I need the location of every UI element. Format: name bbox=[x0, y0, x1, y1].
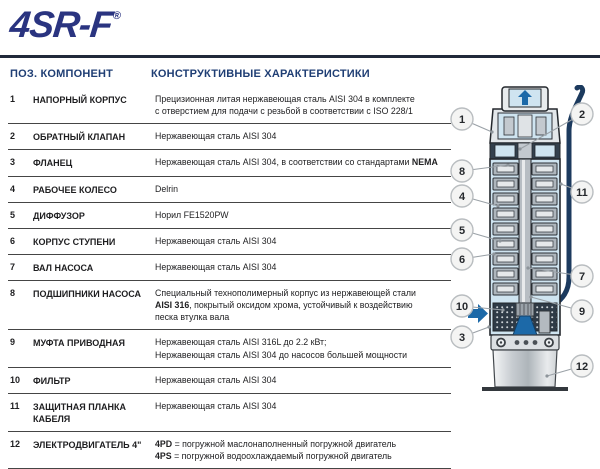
callout-number: 8 bbox=[458, 166, 466, 178]
table-row bbox=[8, 255, 451, 281]
suction-filter bbox=[493, 303, 557, 335]
table-row bbox=[8, 150, 451, 176]
table-row bbox=[8, 124, 451, 150]
table-row bbox=[8, 229, 451, 255]
component-characteristics: Нержавеющая сталь AISI 304 bbox=[155, 374, 277, 385]
callout-number: 1 bbox=[458, 114, 466, 126]
component-name: ПОДШИПНИКИ НАСОСА bbox=[33, 289, 141, 300]
component-characteristics: Прецизионная литая нержавеющая сталь AISI 304 в комплекте с отверстием для подачи с резьбой в соответствии с ISO 228/1 bbox=[155, 94, 415, 117]
header-divider bbox=[0, 55, 600, 58]
component-characteristics: Нержавеющая сталь AISI 304 bbox=[155, 235, 277, 246]
component-characteristics: Нержавеющая сталь AISI 316L до 2.2 кВт; Нержавеющая сталь AISI 304 до насосов большей мощности bbox=[155, 337, 408, 360]
component-name: ЭЛЕКТРОДВИГАТЕЛЬ 4" bbox=[33, 440, 142, 451]
column-header-characteristics: КОНСТРУКТИВНЫЕ ХАРАКТЕРИСТИКИ bbox=[151, 68, 370, 80]
component-name: ОБРАТНЫЙ КЛАПАН bbox=[33, 132, 126, 143]
row-number: 9 bbox=[10, 337, 16, 348]
motor bbox=[482, 335, 568, 391]
component-name: ФИЛЬТР bbox=[33, 375, 71, 386]
component-name: МУФТА ПРИВОДНАЯ bbox=[33, 338, 125, 349]
spec-table bbox=[8, 61, 451, 469]
motor-body bbox=[493, 350, 557, 387]
component-characteristics: Delrin bbox=[155, 183, 178, 194]
callout-number: 6 bbox=[458, 254, 466, 266]
component-name: ФЛАНЕЦ bbox=[33, 158, 73, 169]
component-characteristics: Норил FE1520PW bbox=[155, 209, 229, 220]
row-number: 1 bbox=[10, 94, 16, 104]
row-number: 7 bbox=[10, 261, 16, 272]
callout-number: 10 bbox=[455, 301, 469, 313]
component-name: ДИФФУЗОР bbox=[33, 210, 85, 221]
table-row bbox=[8, 177, 451, 203]
row-number: 8 bbox=[10, 288, 16, 299]
callout-number: 12 bbox=[575, 361, 589, 373]
component-name: КОРПУС СТУПЕНИ bbox=[33, 236, 116, 247]
registered-trademark-icon: ® bbox=[112, 10, 122, 22]
row-number: 12 bbox=[10, 439, 21, 450]
row-number: 4 bbox=[10, 183, 16, 194]
table-header bbox=[8, 61, 451, 87]
callout-number: 5 bbox=[458, 225, 466, 237]
callout-number: 9 bbox=[578, 306, 586, 318]
callout-number: 11 bbox=[576, 187, 588, 199]
callout-number: 7 bbox=[578, 271, 586, 283]
callout-number: 4 bbox=[458, 191, 466, 203]
callout-number: 3 bbox=[458, 332, 466, 344]
component-characteristics: Специальный технополимерный корпус из нержавеющей стали AISI 316, покрытый оксидом хрома, устойчивый к воздействию песка втулка вала bbox=[155, 288, 416, 323]
component-characteristics: Нержавеющая сталь AISI 304 bbox=[155, 400, 277, 411]
column-header-component: ПОЗ. КОМПОНЕНТ bbox=[10, 68, 114, 80]
table-row bbox=[8, 432, 451, 469]
callout-number: 2 bbox=[578, 109, 586, 121]
component-name: НАПОРНЫЙ КОРПУС bbox=[33, 95, 127, 105]
table-row bbox=[8, 281, 451, 330]
cable-guard bbox=[539, 311, 550, 333]
discharge-head bbox=[490, 87, 560, 143]
row-number: 5 bbox=[10, 209, 16, 220]
row-number: 11 bbox=[10, 400, 20, 411]
row-number: 2 bbox=[10, 131, 16, 142]
component-name: РАБОЧЕЕ КОЛЕСО bbox=[33, 184, 117, 195]
component-name: ВАЛ НАСОСА bbox=[33, 262, 94, 273]
component-characteristics: Нержавеющая сталь AISI 304, в соответствии со стандартами NEMA bbox=[155, 157, 438, 168]
table-row bbox=[8, 394, 451, 432]
table-row bbox=[8, 203, 451, 229]
table-row bbox=[8, 368, 451, 394]
component-characteristics: Нержавеющая сталь AISI 304 bbox=[155, 131, 277, 142]
table-row bbox=[8, 330, 451, 367]
brand-logo-text: 4SR-F bbox=[7, 4, 115, 45]
component-characteristics: Нержавеющая сталь AISI 304 bbox=[155, 261, 277, 272]
row-number: 6 bbox=[10, 235, 16, 246]
table-row bbox=[8, 87, 451, 124]
brand-logo bbox=[8, 4, 122, 46]
table-body bbox=[8, 87, 451, 469]
shaft-coupling bbox=[516, 303, 534, 316]
component-name: ЗАЩИТНАЯ ПЛАНКА КАБЕЛЯ bbox=[33, 401, 127, 424]
component-characteristics: 4PD = погружной маслонаполненный погружной двигатель 4PS = погружной водоохлаждаемый погружной двигатель bbox=[155, 439, 397, 462]
motor-base bbox=[482, 387, 568, 391]
row-number: 10 bbox=[10, 374, 21, 385]
pump-cutaway-illustration bbox=[430, 85, 600, 415]
check-valve bbox=[490, 143, 560, 159]
row-number: 3 bbox=[10, 157, 16, 168]
